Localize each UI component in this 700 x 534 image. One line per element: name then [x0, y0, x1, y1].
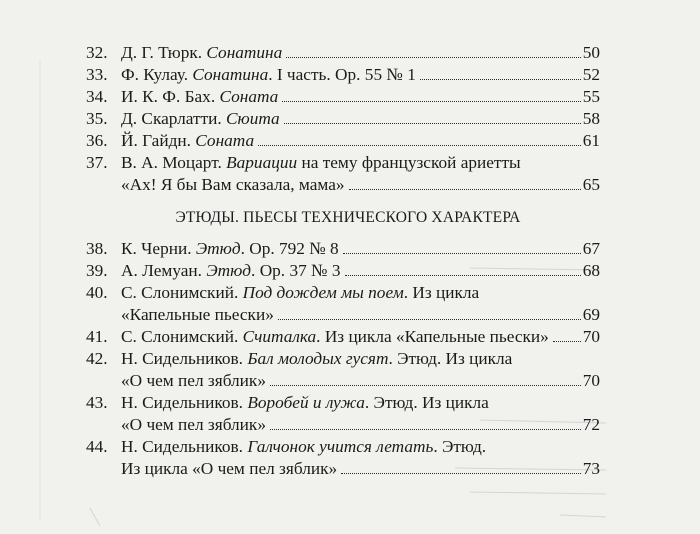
work-title: Этюд	[195, 239, 241, 258]
entry-number: 33.	[86, 65, 108, 84]
page-number: 55	[582, 87, 600, 106]
entry-text-part: С. Слонимский.	[121, 327, 243, 346]
bleed-line	[470, 492, 606, 494]
entry-text	[121, 238, 339, 260]
toc-line	[86, 326, 600, 348]
toc-entry	[86, 282, 600, 326]
toc-line	[86, 436, 600, 458]
page-number: 67	[582, 239, 600, 258]
entry-text-part: Н. Сидельников.	[121, 393, 248, 412]
entry-number: 34.	[86, 87, 108, 106]
entry-number: 35.	[86, 109, 108, 128]
entry-number: 40.	[86, 283, 108, 302]
entry-text	[121, 304, 274, 326]
entry-text	[121, 458, 337, 480]
entry-number: 37.	[86, 153, 108, 172]
entry-text	[121, 152, 521, 174]
dot-leader	[286, 57, 580, 58]
entry-text	[121, 260, 341, 282]
toc-line	[86, 392, 600, 414]
entry-text-part: . Из цикла «Капельные пьески»	[316, 327, 549, 346]
entry-number: 32.	[86, 43, 108, 62]
entry-text	[121, 326, 549, 348]
toc-line	[86, 414, 600, 436]
entry-text	[121, 174, 345, 196]
dot-leader	[258, 145, 581, 146]
page-number: 70	[582, 371, 600, 390]
page-number: 72	[582, 415, 600, 434]
entry-text-part: Н. Сидельников.	[121, 349, 248, 368]
dot-leader	[345, 275, 581, 276]
work-title: Под дождем мы поем	[242, 283, 404, 302]
work-title: Воробей и лужа	[247, 393, 365, 412]
toc-line	[86, 174, 600, 196]
entry-text-part: В. А. Моцарт.	[121, 153, 227, 172]
entry-text	[121, 436, 486, 458]
entry-text-part: . Ор. 37 № 3	[251, 261, 341, 280]
work-title: Соната	[219, 87, 279, 106]
page-number: 70	[582, 327, 600, 346]
entry-text-part: «Капельные пьески»	[121, 305, 274, 324]
page-number: 68	[582, 261, 600, 280]
entry-text-part: . Ор. 792 № 8	[240, 239, 339, 258]
entry-number: 39.	[86, 261, 108, 280]
entry-text-part: Из цикла «О чем пел зяблик»	[121, 459, 338, 478]
dot-leader	[343, 253, 581, 254]
work-title: Галчонок учится летать	[247, 437, 434, 456]
toc-line	[86, 282, 600, 304]
entry-text-part: Д. Скарлатти.	[121, 109, 227, 128]
work-title: Сонатина	[192, 65, 269, 84]
entry-text-part: . Из цикла	[403, 283, 480, 302]
entry-text	[121, 130, 254, 152]
work-title: Вариации	[226, 153, 298, 172]
page-number: 69	[582, 305, 600, 324]
work-title: Этюд	[206, 261, 252, 280]
toc-entry	[86, 130, 600, 152]
toc-entry	[86, 348, 600, 392]
page-number: 61	[582, 131, 600, 150]
entry-text-part: С. Слонимский.	[121, 283, 243, 302]
page-number: 52	[582, 65, 600, 84]
section-heading: ЭТЮДЫ. ПЬЕСЫ ТЕХНИЧЕСКОГО ХАРАКТЕРА	[175, 209, 521, 226]
table-of-contents	[86, 42, 600, 480]
entry-text-part: «О чем пел зяблик»	[121, 371, 266, 390]
dot-leader	[553, 341, 581, 342]
toc-entry	[86, 86, 600, 108]
page-number: 73	[582, 459, 600, 478]
entry-number: 38.	[86, 239, 108, 258]
dot-leader	[341, 473, 581, 474]
toc-entry	[86, 108, 600, 130]
entry-text	[121, 370, 266, 392]
entry-text	[121, 42, 282, 64]
dot-leader	[278, 319, 581, 320]
toc-line	[86, 130, 600, 152]
toc-entry	[86, 238, 600, 260]
entry-number: 36.	[86, 131, 108, 150]
toc-line	[86, 370, 600, 392]
toc-line	[86, 238, 600, 260]
entry-number: 41.	[86, 327, 108, 346]
entry-text	[121, 282, 479, 304]
toc-line	[86, 86, 600, 108]
toc-entry	[86, 436, 600, 480]
page-number: 58	[582, 109, 600, 128]
entry-text	[121, 348, 512, 370]
entry-text	[121, 108, 280, 130]
entry-text-part: «Ах! Я бы Вам сказала, мама»	[121, 175, 345, 194]
toc-entry	[86, 64, 600, 86]
entry-text-part: Д. Г. Тюрк.	[121, 43, 207, 62]
entry-text	[121, 392, 489, 414]
dot-leader	[420, 79, 581, 80]
toc-entry	[86, 392, 600, 436]
entry-text-part: . Этюд. Из цикла	[364, 393, 489, 412]
work-title: Сюита	[226, 109, 280, 128]
dot-leader	[282, 101, 580, 102]
entry-text-part: К. Черни.	[121, 239, 196, 258]
entry-number: 43.	[86, 393, 108, 412]
entry-text	[121, 86, 278, 108]
toc-entry	[86, 260, 600, 282]
toc-line	[86, 42, 600, 64]
entry-text	[121, 414, 266, 436]
entry-text-part: Н. Сидельников.	[121, 437, 248, 456]
entry-text-part: . I часть. Ор. 55 № 1	[268, 65, 416, 84]
dot-leader	[349, 189, 581, 190]
entry-text-part: на тему французской ариетты	[297, 153, 521, 172]
dot-leader	[284, 123, 581, 124]
entry-text-part: Й. Гайдн.	[121, 131, 196, 150]
toc-line	[86, 348, 600, 370]
toc-line	[86, 64, 600, 86]
toc-line	[86, 260, 600, 282]
entry-text-part: «О чем пел зяблик»	[121, 415, 266, 434]
dot-leader	[270, 429, 581, 430]
page-number: 50	[582, 43, 600, 62]
entry-number: 44.	[86, 437, 108, 456]
toc-line	[86, 304, 600, 326]
entry-text-part: . Этюд.	[433, 437, 487, 456]
toc-entry	[86, 152, 600, 196]
toc-entry	[86, 326, 600, 348]
work-title: Бал молодых гусят	[247, 349, 389, 368]
work-title: Считалка	[242, 327, 317, 346]
toc-line	[86, 152, 600, 174]
entry-text	[121, 64, 416, 86]
entry-text-part: Ф. Кулау.	[121, 65, 193, 84]
toc-entry	[86, 42, 600, 64]
entry-number: 42.	[86, 349, 108, 368]
work-title: Сонатина	[206, 43, 283, 62]
entry-text-part: А. Лемуан.	[121, 261, 207, 280]
dot-leader	[270, 385, 581, 386]
toc-line	[86, 458, 600, 480]
bleed-line	[90, 508, 100, 526]
bleed-line	[560, 515, 606, 517]
entry-text-part: И. К. Ф. Бах.	[121, 87, 220, 106]
entry-text-part: . Этюд. Из цикла	[388, 349, 513, 368]
toc-line	[86, 108, 600, 130]
page-number: 65	[582, 175, 600, 194]
work-title: Соната	[195, 131, 255, 150]
